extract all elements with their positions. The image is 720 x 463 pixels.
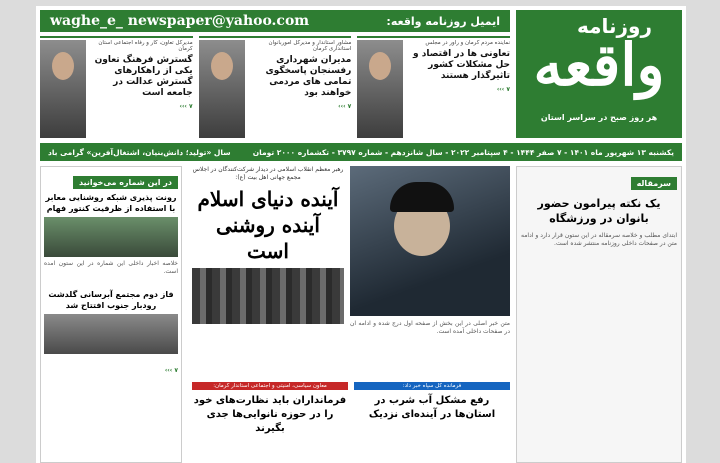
leader-photo bbox=[350, 166, 510, 316]
masthead-tagline: هر روز صبح در سراسر استان bbox=[540, 113, 658, 122]
continue-mark: ۷ ››› bbox=[164, 367, 178, 374]
editorial-body: ابتدای مطلب و خلاصه سرمقاله در این ستون قرار دارد و ادامه متن در صفحات داخلی روزنامه منتشر شده است. bbox=[521, 232, 677, 247]
inner-story-body: خلاصه اخبار داخلی این شماره در این ستون آمده است. bbox=[44, 260, 178, 275]
email-address[interactable]: waghe_e_ newspaper@yahoo.com bbox=[50, 13, 310, 29]
top-story-3[interactable] bbox=[40, 36, 193, 140]
main-story-body: متن خبر اصلی در این بخش از صفحه اول درج شده و ادامه آن در صفحات داخلی آمده است. bbox=[350, 320, 510, 335]
story-kicker: مدیرکل تعاون، کار و رفاه اجتماعی استان کرمان bbox=[98, 40, 193, 52]
newspaper-front-page bbox=[36, 6, 686, 463]
continue-mark: ۷ ››› bbox=[496, 86, 510, 93]
story-kicker: مشاور استاندار و مدیرکل اموربانوان استانداری کرمان bbox=[268, 40, 352, 52]
top-stories bbox=[40, 36, 510, 140]
story-headline: گسترش فرهنگ تعاون یکی از راهکارهای گسترش عدالت در جامعه است bbox=[94, 55, 193, 98]
bottom-headline-left: فرمانداران باید نظارت‌های خود را در حوزه نانوایی‌ها جدی بگیرند bbox=[193, 395, 347, 434]
bottom-story-right[interactable] bbox=[354, 378, 510, 436]
editorial-headline: یک نکته پیرامون حضور بانوان در ورزشگاه bbox=[537, 197, 661, 225]
story-headline: مدیران شهرداری رفسنجان پاسخگوی تمامی های مردمی خواهند بود bbox=[265, 55, 352, 98]
top-story-2[interactable] bbox=[199, 36, 352, 140]
bottom-headline-right: رفع مشکل آب شرب در استان‌ها در آینده‌ای نزدیک bbox=[368, 395, 496, 420]
section-label: سرمقاله bbox=[631, 177, 677, 190]
portrait-photo bbox=[199, 40, 245, 138]
inner-headline-2[interactable]: فاز دوم مجتمع آبرسانی گلدشت رودبار جنوب افتتاح شد bbox=[48, 290, 174, 310]
date-bar bbox=[40, 143, 682, 161]
section-label: در این شماره می‌خوانید bbox=[73, 176, 178, 189]
masthead-prefix: روزنامه bbox=[577, 14, 652, 38]
newspaper-name: واقعه bbox=[533, 31, 665, 99]
in-this-issue-column bbox=[40, 166, 182, 463]
workers-photo bbox=[44, 217, 178, 257]
kicker-label-blue: فرمانده کل سپاه خبر داد: bbox=[354, 382, 510, 390]
issue-date: یکشنبه ۱۳ شهریور ماه ۱۴۰۱ - ۷ صفر ۱۴۴۴ - ۴ سپتامبر ۲۰۲۲ - سال شانزدهم - شماره ۳۷۹۷ - تکشماره ۲۰۰۰ تومان bbox=[252, 147, 674, 157]
portrait-photo bbox=[357, 40, 403, 138]
meeting-photo bbox=[192, 268, 344, 324]
ceremony-photo bbox=[44, 314, 178, 354]
continue-mark: ۷ ››› bbox=[338, 103, 352, 110]
story-kicker: نماینده مردم کرمان و راور در مجلس bbox=[425, 40, 510, 46]
bottom-headlines bbox=[192, 378, 510, 436]
email-bar bbox=[40, 10, 510, 32]
main-story-headline: آینده دنیای اسلام آینده روشنی است bbox=[197, 187, 339, 263]
masthead bbox=[516, 10, 682, 138]
kicker-label-red: معاون سیاسی، امنیتی و اجتماعی استاندار کرمان: bbox=[192, 382, 348, 390]
main-story-kicker: رهبر معظم انقلاب اسلامی در دیدار شرکت‌کنندگان در اجلاس مجمع جهانی اهل بیت (ع): bbox=[192, 166, 344, 181]
email-label: ایمیل روزنامه واقعه: bbox=[386, 14, 500, 28]
inner-headline-1[interactable]: رونت پذیری شبکه روشنایی معابر با استفاده از ظرفیت کنتور فهام bbox=[45, 193, 177, 213]
portrait-photo bbox=[40, 40, 86, 138]
editorial-column[interactable] bbox=[516, 166, 682, 463]
top-story-1[interactable] bbox=[357, 36, 510, 140]
story-headline: تعاونی ها در اقتصاد و حل مشکلات کشور تاثیرگذار هستند bbox=[413, 49, 510, 81]
year-motto: سال «تولید؛ دانش‌بنیان، اشتغال‌آفرین» گرامی باد bbox=[48, 147, 231, 157]
continue-mark: ۷ ››› bbox=[179, 103, 193, 110]
bottom-story-left[interactable] bbox=[192, 378, 348, 436]
